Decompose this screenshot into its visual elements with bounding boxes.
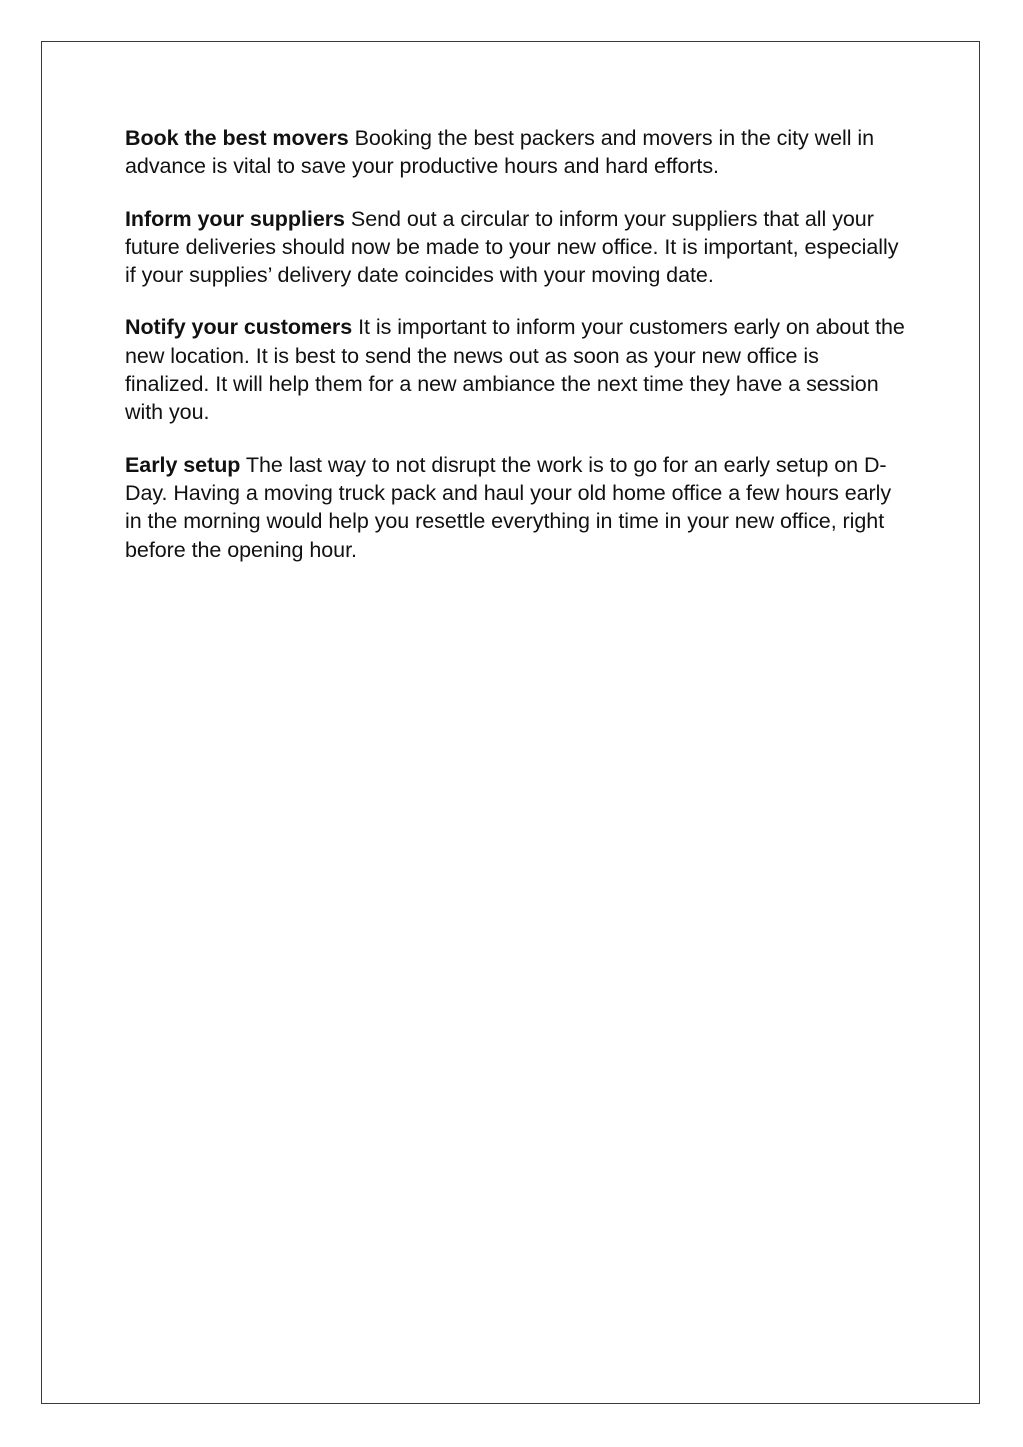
paragraph-heading: Notify your customers xyxy=(125,315,353,340)
paragraph-heading: Early setup xyxy=(125,452,241,477)
paragraph-heading: Inform your suppliers xyxy=(125,206,345,231)
paragraph-heading: Book the best movers xyxy=(125,126,349,150)
paragraph-text: The last way to not disrupt the work is to go for an early setup on D-Day. Having a moving truck pack and haul your old home office a few hours early in the morning would help you resettle everything in time in your new office, right before the opening hour. xyxy=(125,452,892,562)
paragraph-book-the-best-movers xyxy=(125,124,905,181)
page-frame xyxy=(41,41,980,1404)
paragraph-inform-your-suppliers xyxy=(125,205,905,290)
paragraph-notify-your-customers xyxy=(125,313,905,426)
paragraph-text: It is important to inform your customers early on about the new location. It is best to send the news out as soon as your new office is finalized. It will help them for a new ambiance the next time they have a session with you. xyxy=(125,315,905,425)
paragraph-text: Booking the best packers and movers in the city well in advance is vital to save your productive hours and hard efforts. xyxy=(125,126,875,179)
paragraph-text: Send out a circular to inform your suppliers that all your future deliveries should now be made to your new office. It is important, especially if your supplies’ delivery date coincides with your moving date. xyxy=(125,206,899,288)
paragraph-early-setup xyxy=(125,451,905,564)
document-body xyxy=(125,124,905,588)
